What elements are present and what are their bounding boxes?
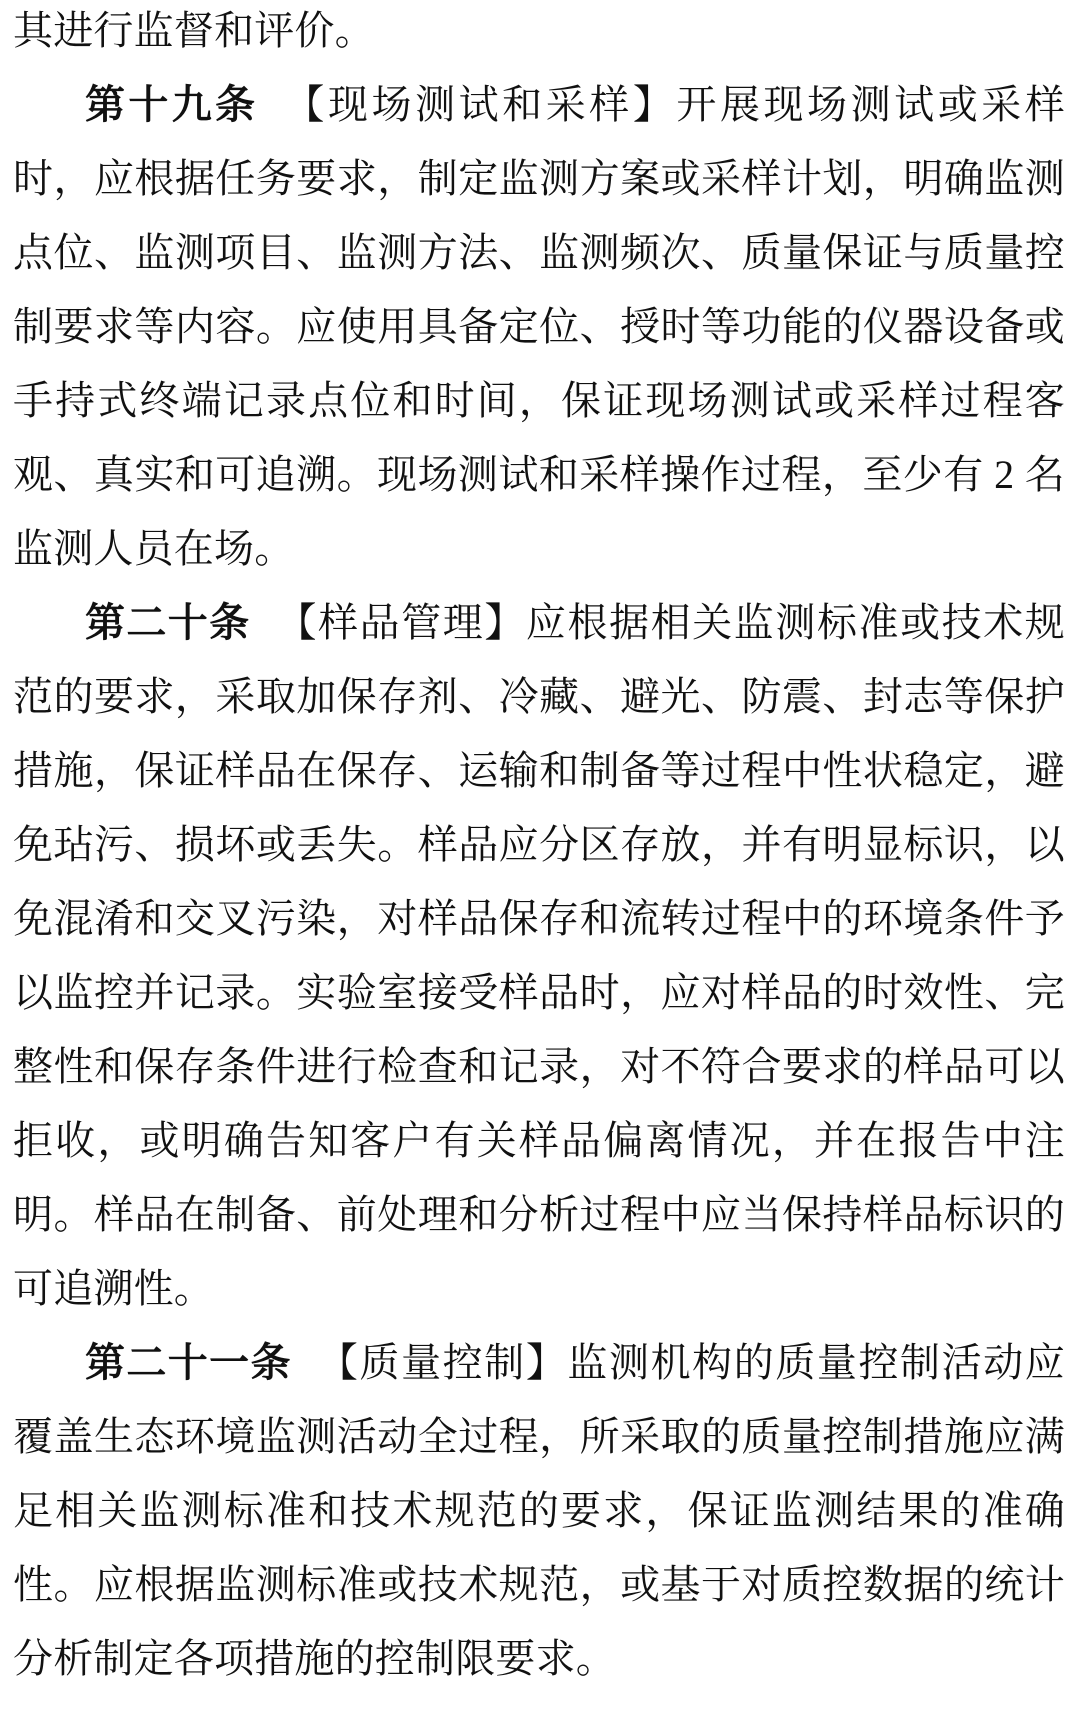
article-20-number: 第二十条 xyxy=(85,600,251,645)
article-19-number: 第十九条 xyxy=(85,82,259,127)
article-19-paragraph xyxy=(13,68,1065,586)
article-20-body: 【样品管理】应根据相关监测标准或技术规范的要求，采取加保存剂、冷藏、避光、防震、封志等保护措施，保证样品在保存、运输和制备等过程中性状稳定，避免玷污、损坏或丢失。样品应分区存放，并有明显标识，以免混淆和交叉污染，对样品保存和流转过程中的环境条件予以监控并记录。实验室接受样品时，应对样品的时效性、完整性和保存条件进行检查和记录，对不符合要求的样品可以拒收，或明确告知客户有关样品偏离情况，并在报告中注明。样品在制备、前处理和分析过程中应当保持样品标识的可追溯性。 xyxy=(13,600,1065,1311)
article-21-paragraph xyxy=(13,1326,1065,1696)
article-19-body: 【现场测试和采样】开展现场测试或采样时，应根据任务要求，制定监测方案或采样计划，明确监测点位、监测项目、监测方法、监测频次、质量保证与质量控制要求等内容。应使用具备定位、授时等功能的仪器设备或手持式终端记录点位和时间，保证现场测试或采样过程客观、真实和可追溯。现场测试和采样操作过程，至少有 2 名监测人员在场。 xyxy=(13,82,1066,571)
article-21-number: 第二十一条 xyxy=(85,1340,292,1385)
paragraph-continuation: 其进行监督和评价。 xyxy=(13,8,375,53)
article-21-body: 【质量控制】监测机构的质量控制活动应覆盖生态环境监测活动全过程，所采取的质量控制措施应满足相关监测标准和技术规范的要求，保证监测结果的准确性。应根据监测标准或技术规范，或基于对质控数据的统计分析制定各项措施的控制限要求。 xyxy=(13,1340,1066,1681)
article-20-paragraph xyxy=(13,586,1065,1326)
